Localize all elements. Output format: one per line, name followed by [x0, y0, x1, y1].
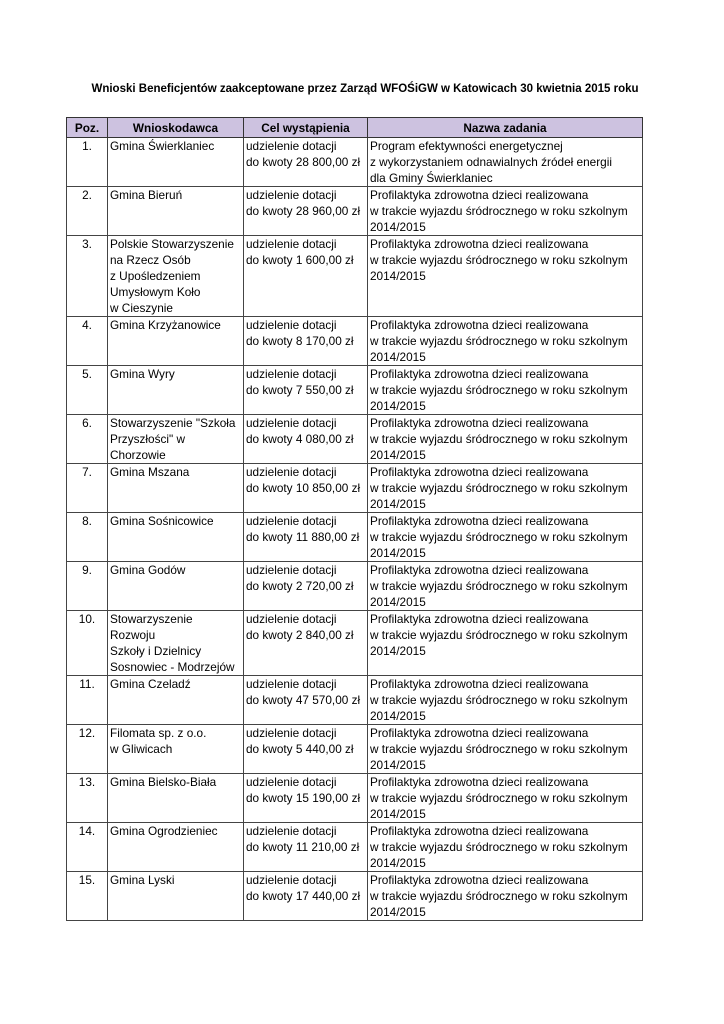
cell-poz: 2.	[67, 187, 108, 236]
cell-task: Profilaktyka zdrowotna dzieci realizowana w trakcie wyjazdu śródrocznego w roku szkolnym 2014/2015	[368, 823, 643, 872]
cell-applicant: Gmina Wyry	[108, 366, 244, 415]
cell-poz: 10.	[67, 611, 108, 676]
cell-task: Profilaktyka zdrowotna dzieci realizowana w trakcie wyjazdu śródrocznego w roku szkolnym 2014/2015	[368, 611, 643, 676]
cell-purpose: udzielenie dotacji do kwoty 28 960,00 zł	[244, 187, 368, 236]
cell-poz: 1.	[67, 138, 108, 187]
table-row	[67, 138, 643, 187]
cell-purpose: udzielenie dotacji do kwoty 2 840,00 zł	[244, 611, 368, 676]
table-row	[67, 872, 643, 921]
cell-purpose: udzielenie dotacji do kwoty 5 440,00 zł	[244, 725, 368, 774]
header-task: Nazwa zadania	[368, 118, 643, 138]
header-purpose: Cel wystąpienia	[244, 118, 368, 138]
table-row	[67, 415, 643, 464]
cell-poz: 14.	[67, 823, 108, 872]
cell-task: Profilaktyka zdrowotna dzieci realizowana w trakcie wyjazdu śródrocznego w roku szkolnym 2014/2015	[368, 774, 643, 823]
cell-poz: 6.	[67, 415, 108, 464]
table-row	[67, 513, 643, 562]
cell-purpose: udzielenie dotacji do kwoty 7 550,00 zł	[244, 366, 368, 415]
cell-poz: 13.	[67, 774, 108, 823]
cell-applicant: Stowarzyszenie "Szkoła Przyszłości" w Chorzowie	[108, 415, 244, 464]
table-header-row	[67, 118, 643, 138]
table-row	[67, 611, 643, 676]
cell-applicant: Gmina Mszana	[108, 464, 244, 513]
cell-poz: 11.	[67, 676, 108, 725]
cell-task: Profilaktyka zdrowotna dzieci realizowana w trakcie wyjazdu śródrocznego w roku szkolnym 2014/2015	[368, 872, 643, 921]
cell-task: Profilaktyka zdrowotna dzieci realizowana w trakcie wyjazdu śródrocznego w roku szkolnym 2014/2015	[368, 513, 643, 562]
cell-poz: 12.	[67, 725, 108, 774]
cell-task: Profilaktyka zdrowotna dzieci realizowana w trakcie wyjazdu śródrocznego w roku szkolnym 2014/2015	[368, 187, 643, 236]
cell-task: Profilaktyka zdrowotna dzieci realizowana w trakcie wyjazdu śródrocznego w roku szkolnym 2014/2015	[368, 317, 643, 366]
cell-applicant: Gmina Godów	[108, 562, 244, 611]
cell-purpose: udzielenie dotacji do kwoty 1 600,00 zł	[244, 236, 368, 317]
cell-poz: 8.	[67, 513, 108, 562]
cell-purpose: udzielenie dotacji do kwoty 4 080,00 zł	[244, 415, 368, 464]
header-poz: Poz.	[67, 118, 108, 138]
cell-purpose: udzielenie dotacji do kwoty 28 800,00 zł	[244, 138, 368, 187]
cell-poz: 5.	[67, 366, 108, 415]
cell-task: Profilaktyka zdrowotna dzieci realizowana w trakcie wyjazdu śródrocznego w roku szkolnym 2014/2015	[368, 464, 643, 513]
cell-applicant: Gmina Bielsko-Biała	[108, 774, 244, 823]
cell-applicant: Gmina Lyski	[108, 872, 244, 921]
cell-purpose: udzielenie dotacji do kwoty 10 850,00 zł	[244, 464, 368, 513]
table-row	[67, 823, 643, 872]
table-row	[67, 187, 643, 236]
cell-applicant: Polskie Stowarzyszenie na Rzecz Osób z Upośledzeniem Umysłowym Koło w Cieszynie	[108, 236, 244, 317]
cell-purpose: udzielenie dotacji do kwoty 47 570,00 zł	[244, 676, 368, 725]
cell-poz: 4.	[67, 317, 108, 366]
cell-poz: 9.	[67, 562, 108, 611]
cell-task: Profilaktyka zdrowotna dzieci realizowana w trakcie wyjazdu śródrocznego w roku szkolnym 2014/2015	[368, 415, 643, 464]
table-row	[67, 366, 643, 415]
table-row	[67, 676, 643, 725]
cell-applicant: Gmina Świerklaniec	[108, 138, 244, 187]
table-row	[67, 236, 643, 317]
cell-task: Profilaktyka zdrowotna dzieci realizowana w trakcie wyjazdu śródrocznego w roku szkolnym 2014/2015	[368, 725, 643, 774]
table-row	[67, 725, 643, 774]
cell-task: Profilaktyka zdrowotna dzieci realizowana w trakcie wyjazdu śródrocznego w roku szkolnym 2014/2015	[368, 562, 643, 611]
cell-purpose: udzielenie dotacji do kwoty 17 440,00 zł	[244, 872, 368, 921]
cell-applicant: Gmina Sośnicowice	[108, 513, 244, 562]
cell-purpose: udzielenie dotacji do kwoty 2 720,00 zł	[244, 562, 368, 611]
cell-task: Profilaktyka zdrowotna dzieci realizowana w trakcie wyjazdu śródrocznego w roku szkolnym 2014/2015	[368, 236, 643, 317]
cell-purpose: udzielenie dotacji do kwoty 11 880,00 zł	[244, 513, 368, 562]
applications-table	[66, 117, 643, 921]
document-title: Wnioski Beneficjentów zaakceptowane przez Zarząd WFOŚiGW w Katowicach 30 kwietnia 2015 roku	[91, 83, 639, 95]
cell-task: Profilaktyka zdrowotna dzieci realizowana w trakcie wyjazdu śródrocznego w roku szkolnym 2014/2015	[368, 676, 643, 725]
cell-applicant: Gmina Krzyżanowice	[108, 317, 244, 366]
cell-applicant: Stowarzyszenie Rozwoju Szkoły i Dzielnicy Sosnowiec - Modrzejów	[108, 611, 244, 676]
cell-task: Program efektywności energetycznej z wykorzystaniem odnawialnych źródeł energii dla Gminy Świerklaniec	[368, 138, 643, 187]
cell-applicant: Gmina Bieruń	[108, 187, 244, 236]
cell-purpose: udzielenie dotacji do kwoty 15 190,00 zł	[244, 774, 368, 823]
table-row	[67, 317, 643, 366]
cell-purpose: udzielenie dotacji do kwoty 8 170,00 zł	[244, 317, 368, 366]
cell-applicant: Gmina Ogrodzieniec	[108, 823, 244, 872]
cell-poz: 7.	[67, 464, 108, 513]
cell-applicant: Gmina Czeladź	[108, 676, 244, 725]
header-applicant: Wnioskodawca	[108, 118, 244, 138]
cell-applicant: Filomata sp. z o.o. w Gliwicach	[108, 725, 244, 774]
table-row	[67, 464, 643, 513]
cell-poz: 3.	[67, 236, 108, 317]
table-row	[67, 562, 643, 611]
cell-purpose: udzielenie dotacji do kwoty 11 210,00 zł	[244, 823, 368, 872]
cell-task: Profilaktyka zdrowotna dzieci realizowana w trakcie wyjazdu śródrocznego w roku szkolnym 2014/2015	[368, 366, 643, 415]
cell-poz: 15.	[67, 872, 108, 921]
table-row	[67, 774, 643, 823]
